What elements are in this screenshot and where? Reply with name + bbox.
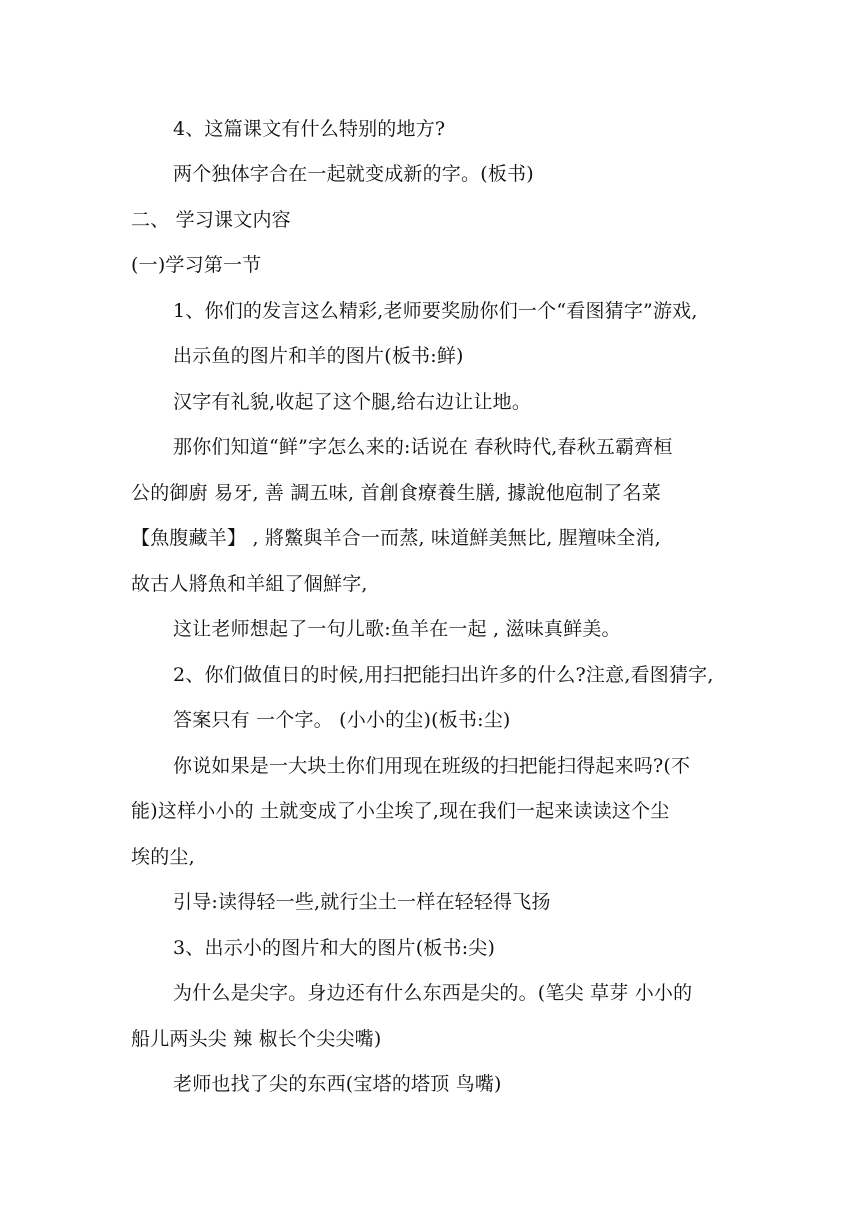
paragraph-line: 2、你们做值日的时候,用扫把能扫出许多的什么?注意,看图猜字,: [173, 664, 714, 686]
paragraph-line: 能)这样小小的 土就变成了小尘埃了,现在我们一起来读读这个尘: [131, 800, 670, 822]
paragraph-line: 汉字有礼貌,收起了这个腿,给右边让让地。: [173, 391, 532, 413]
answer-4: 两个独体字合在一起就变成新的字。(板书): [173, 163, 534, 185]
paragraph-line: 公的御廚 易牙, 善 調五味, 首創食療養生膳, 據說他庖制了名菜: [131, 482, 661, 504]
paragraph-line: 那你们知道“鲜”字怎么来的:话说在 春秋時代,春秋五霸齊桓: [173, 436, 673, 458]
paragraph-line: 1、你们的发言这么精彩,老师要奖励你们一个“看图猜字”游戏,: [173, 300, 698, 322]
question-4: 4、这篇课文有什么特别的地方?: [173, 118, 446, 140]
paragraph-line: 【魚腹藏羊】 , 將鱉與羊合一而蒸, 味道鮮美無比, 腥羶味全消,: [131, 527, 661, 549]
paragraph-line: 这让老师想起了一句儿歌:鱼羊在一起 , 滋味真鲜美。: [173, 618, 621, 640]
section-heading-2: 二、 学习课文内容: [131, 209, 291, 231]
paragraph-line: 船儿两头尖 辣 椒长个尖尖嘴): [131, 1028, 382, 1050]
paragraph-line: 引导:读得轻一些,就行尘土一样在轻轻得飞扬: [173, 891, 551, 913]
paragraph-line: 3、出示小的图片和大的图片(板书:尖): [173, 937, 496, 959]
paragraph-line: 你说如果是一大块土你们用现在班级的扫把能扫得起来吗?(不: [173, 755, 691, 777]
paragraph-line: 埃的尘,: [131, 846, 195, 868]
paragraph-line: 为什么是尖字。身边还有什么东西是尖的。(笔尖 草芽 小小的: [173, 982, 693, 1004]
paragraph-line: 答案只有 一个字。 (小小的尘)(板书:尘): [173, 709, 511, 731]
paragraph-line: 故古人將魚和羊組了個鮮字,: [131, 573, 368, 595]
paragraph-line: 老师也找了尖的东西(宝塔的塔顶 鸟嘴): [173, 1073, 502, 1095]
subsection-heading-1: (一)学习第一节: [131, 254, 262, 276]
paragraph-line: 出示鱼的图片和羊的图片(板书:鲜): [173, 345, 464, 367]
